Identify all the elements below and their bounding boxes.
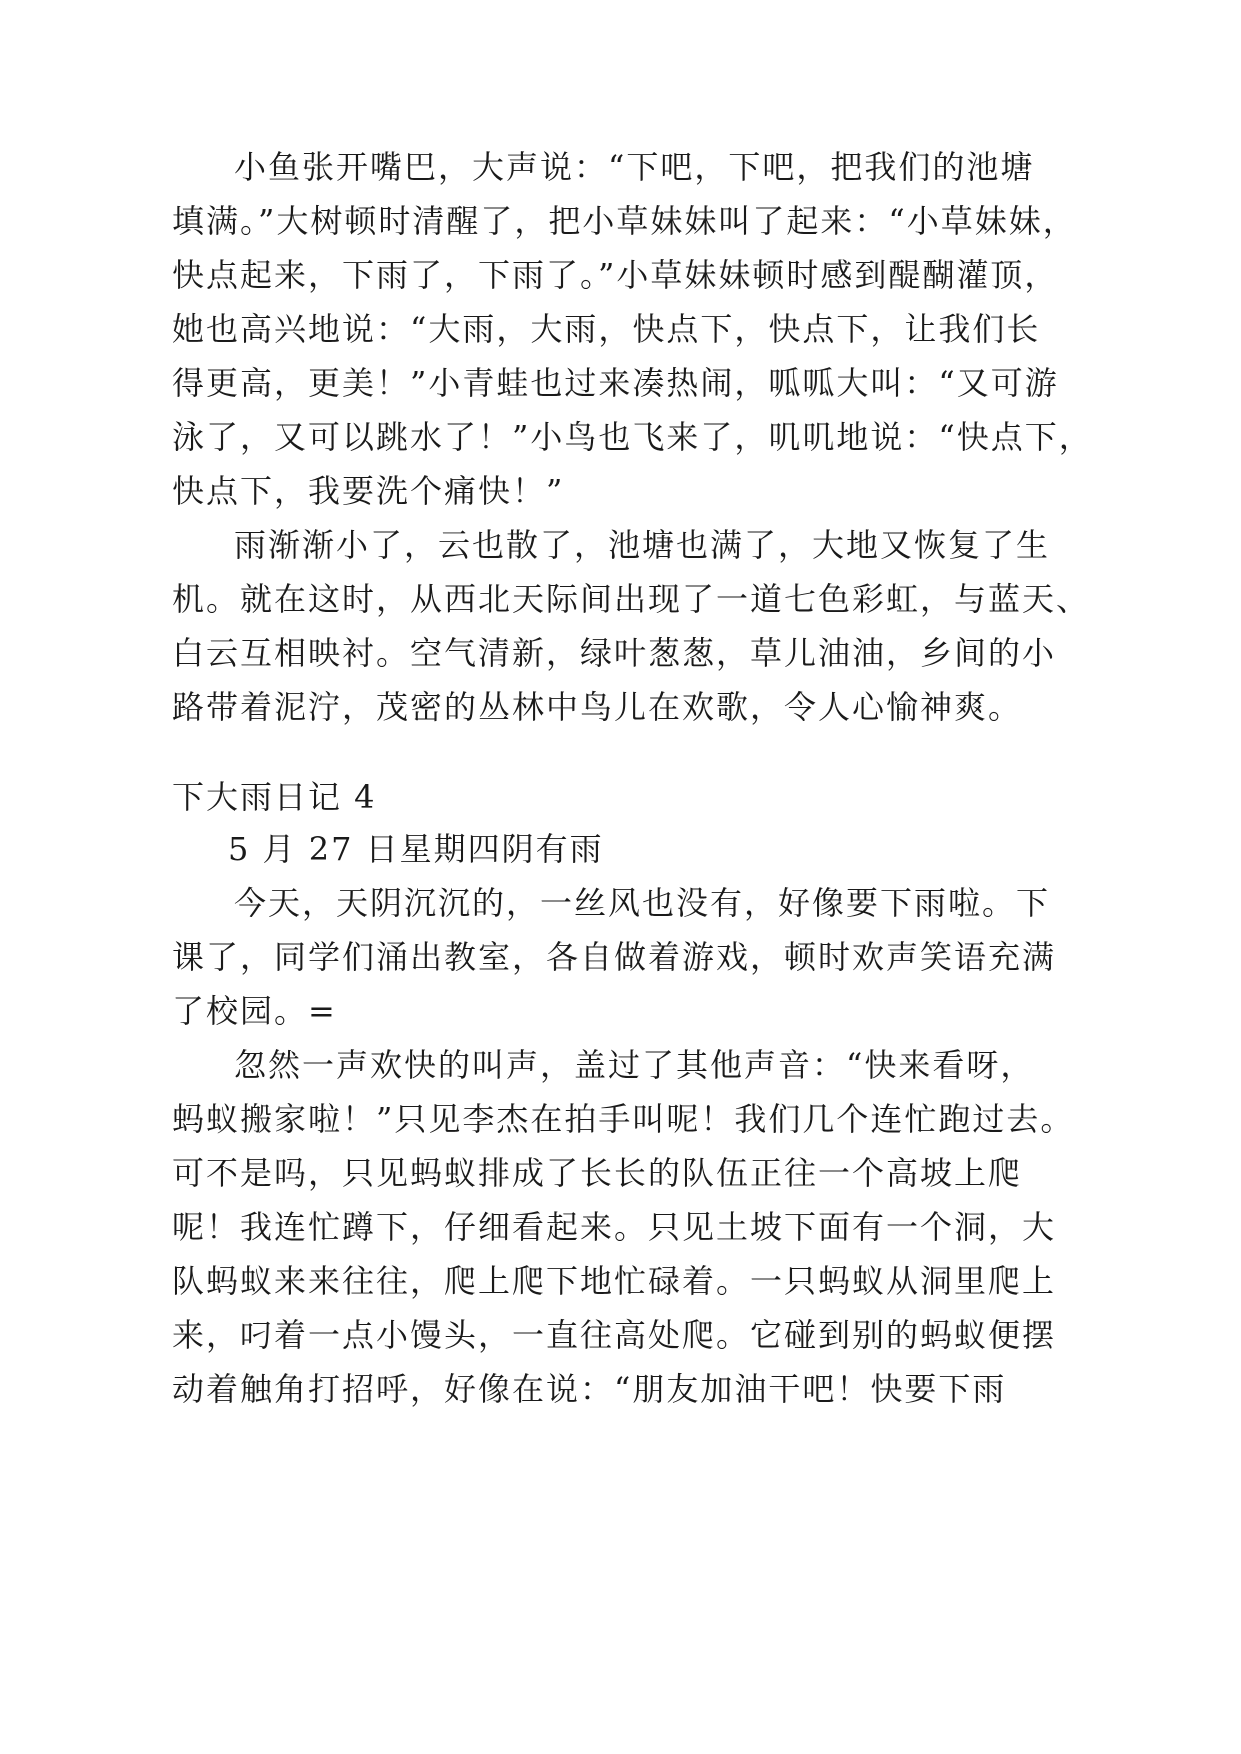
paragraph-line: 呢！我连忙蹲下，仔细看起来。只见土坡下面有一个洞，大 bbox=[172, 1208, 1057, 1246]
paragraph-line: 来，叼着一点小馒头，一直往高处爬。它碰到别的蚂蚁便摆 bbox=[172, 1316, 1057, 1354]
paragraph-line: 小鱼张开嘴巴，大声说：“下吧，下吧，把我们的池塘 bbox=[234, 148, 1035, 186]
paragraph-line: 了校园。= bbox=[172, 992, 337, 1030]
paragraph-line: 忽然一声欢快的叫声，盖过了其他声音：“快来看呀， bbox=[234, 1046, 1035, 1084]
paragraph-line: 雨渐渐小了，云也散了，池塘也满了，大地又恢复了生 bbox=[234, 526, 1051, 564]
paragraph-line: 得更高，更美！”小青蛙也过来凑热闹，呱呱大叫：“又可游 bbox=[172, 364, 1059, 402]
paragraph-line: 蚂蚁搬家啦！”只见李杰在拍手叫呢！我们几个连忙跑过去。 bbox=[172, 1100, 1075, 1138]
paragraph-line: 今天，天阴沉沉的，一丝风也没有，好像要下雨啦。下 bbox=[234, 884, 1051, 922]
paragraph-line: 快点起来，下雨了，下雨了。”小草妹妹顿时感到醍醐灌顶， bbox=[172, 256, 1059, 294]
paragraph-line: 机。就在这时，从西北天际间出现了一道七色彩虹，与蓝天、 bbox=[172, 580, 1091, 618]
paragraph-line: 她也高兴地说：“大雨，大雨，快点下，快点下，让我们长 bbox=[172, 310, 1041, 348]
paragraph-line: 泳了，又可以跳水了！”小鸟也飞来了，叽叽地说：“快点下， bbox=[172, 418, 1093, 456]
paragraph-line: 动着触角打招呼，好像在说：“朋友加油干吧！快要下雨 bbox=[172, 1370, 1007, 1408]
paragraph-line: 快点下，我要洗个痛快！” bbox=[172, 472, 565, 510]
paragraph-line: 队蚂蚁来来往往，爬上爬下地忙碌着。一只蚂蚁从洞里爬上 bbox=[172, 1262, 1057, 1300]
paragraph-line: 白云互相映衬。空气清新，绿叶葱葱，草儿油油，乡间的小 bbox=[172, 634, 1057, 672]
paragraph-line: 路带着泥泞，茂密的丛林中鸟儿在欢歌，令人心愉神爽。 bbox=[172, 688, 1023, 726]
date-line: 5 月 27 日星期四阴有雨 bbox=[228, 830, 604, 868]
paragraph-line: 课了，同学们涌出教室，各自做着游戏，顿时欢声笑语充满 bbox=[172, 938, 1057, 976]
section-heading: 下大雨日记 4 bbox=[172, 778, 377, 816]
paragraph-line: 填满。”大树顿时清醒了，把小草妹妹叫了起来：“小草妹妹， bbox=[172, 202, 1077, 240]
paragraph-line: 可不是吗，只见蚂蚁排成了长长的队伍正往一个高坡上爬 bbox=[172, 1154, 1023, 1192]
